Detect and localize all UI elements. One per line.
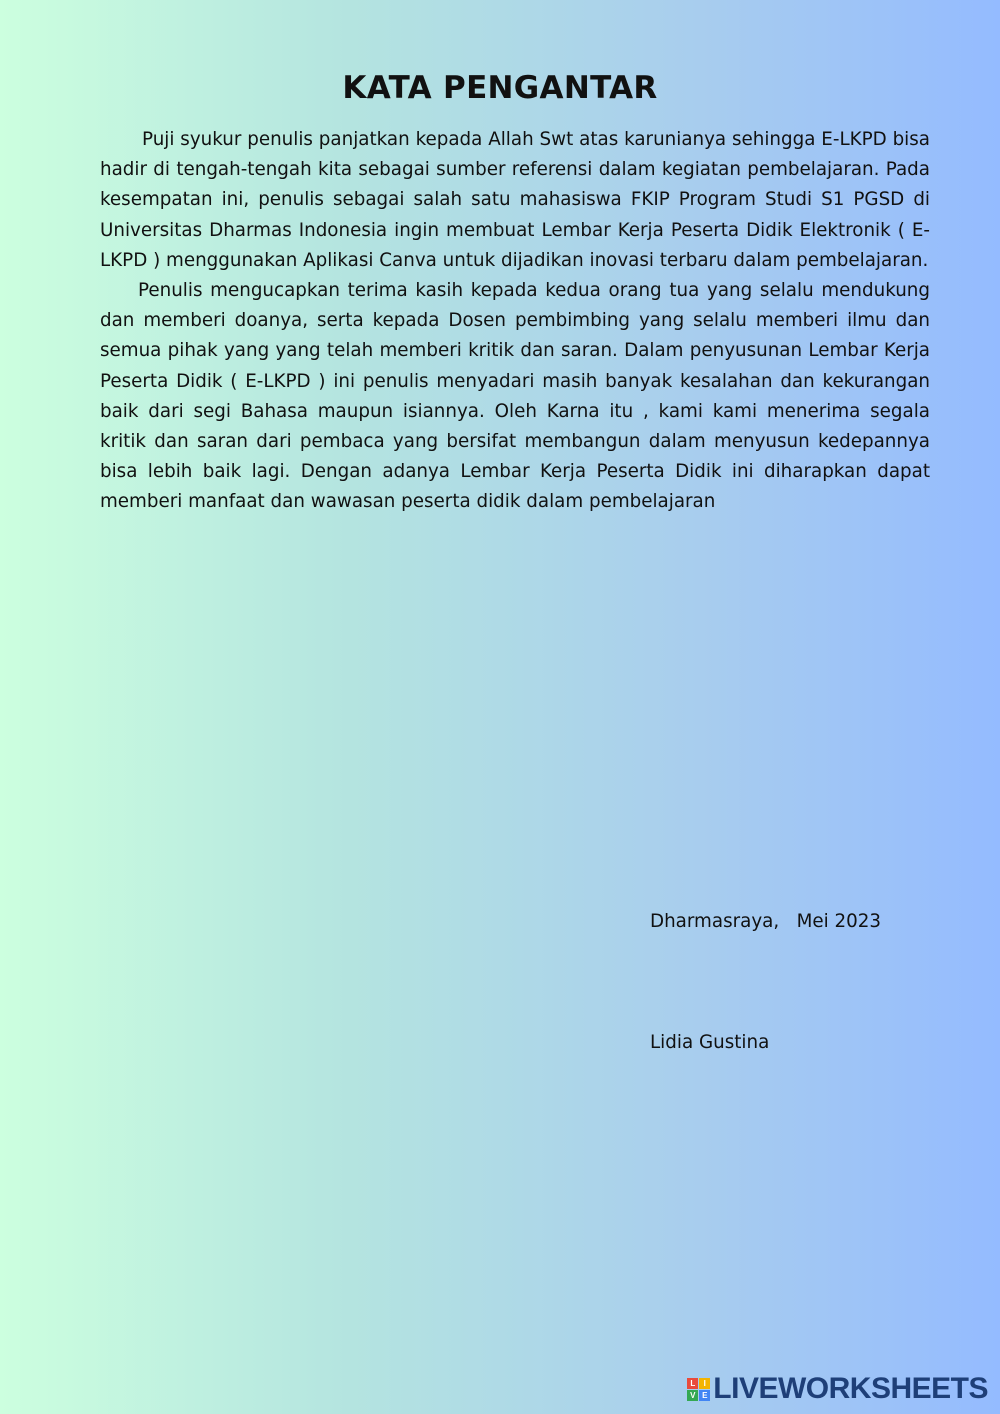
signature-place-date: Dharmasraya, Mei 2023 (650, 911, 882, 932)
logo-letter-i: I (699, 1378, 710, 1389)
logo-letter-e: E (699, 1390, 710, 1401)
liveworksheets-brand-text: LIVEWORKSHEETS (713, 1372, 988, 1405)
liveworksheets-logo-icon (687, 1378, 710, 1401)
paragraph-thanks: Penulis mengucapkan terima kasih kepada kedua orang tua yang selalu mendukung dan memberi doanya, serta kepada Dosen pembimbing yang selalu memberi ilmu dan semua pihak yang yang telah memberi kritik dan saran. Dalam penyusunan Lembar Kerja Peserta Didik ( E-LKPD ) ini penulis menyadari masih banyak kesalahan dan kekurangan baik dari segi Bahasa maupun isiannya. Oleh Karna itu , kami kami menerima segala kritik dan saran dari pembaca yang bersifat membangun dalam menyusun kedepannya bisa lebih baik lagi. Dengan adanya Lembar Kerja Peserta Didik ini diharapkan dapat memberi manfaat dan wawasan peserta didik dalam pembelajaran (100, 280, 930, 513)
paragraph-intro: Puji syukur penulis panjatkan kepada Allah Swt atas karunianya sehingga E-LKPD bisa hadir di tengah-tengah kita sebagai sumber referensi dalam kegiatan pembelajaran. Pada kesempatan ini, penulis sebagai salah satu mahasiswa FKIP Program Studi S1 PGSD di Universitas Dharmas Indonesia ingin membuat Lembar Kerja Peserta Didik Elektronik ( E-LKPD ) menggunakan Aplikasi Canva untuk dijadikan inovasi terbaru dalam pembelajaran. (100, 129, 930, 271)
document-body (100, 125, 930, 518)
liveworksheets-watermark (687, 1372, 988, 1406)
logo-letter-l: L (687, 1378, 698, 1389)
page-title: KATA PENGANTAR (342, 70, 658, 106)
logo-letter-v: V (687, 1390, 698, 1401)
signature-author-name: Lidia Gustina (650, 1032, 770, 1053)
